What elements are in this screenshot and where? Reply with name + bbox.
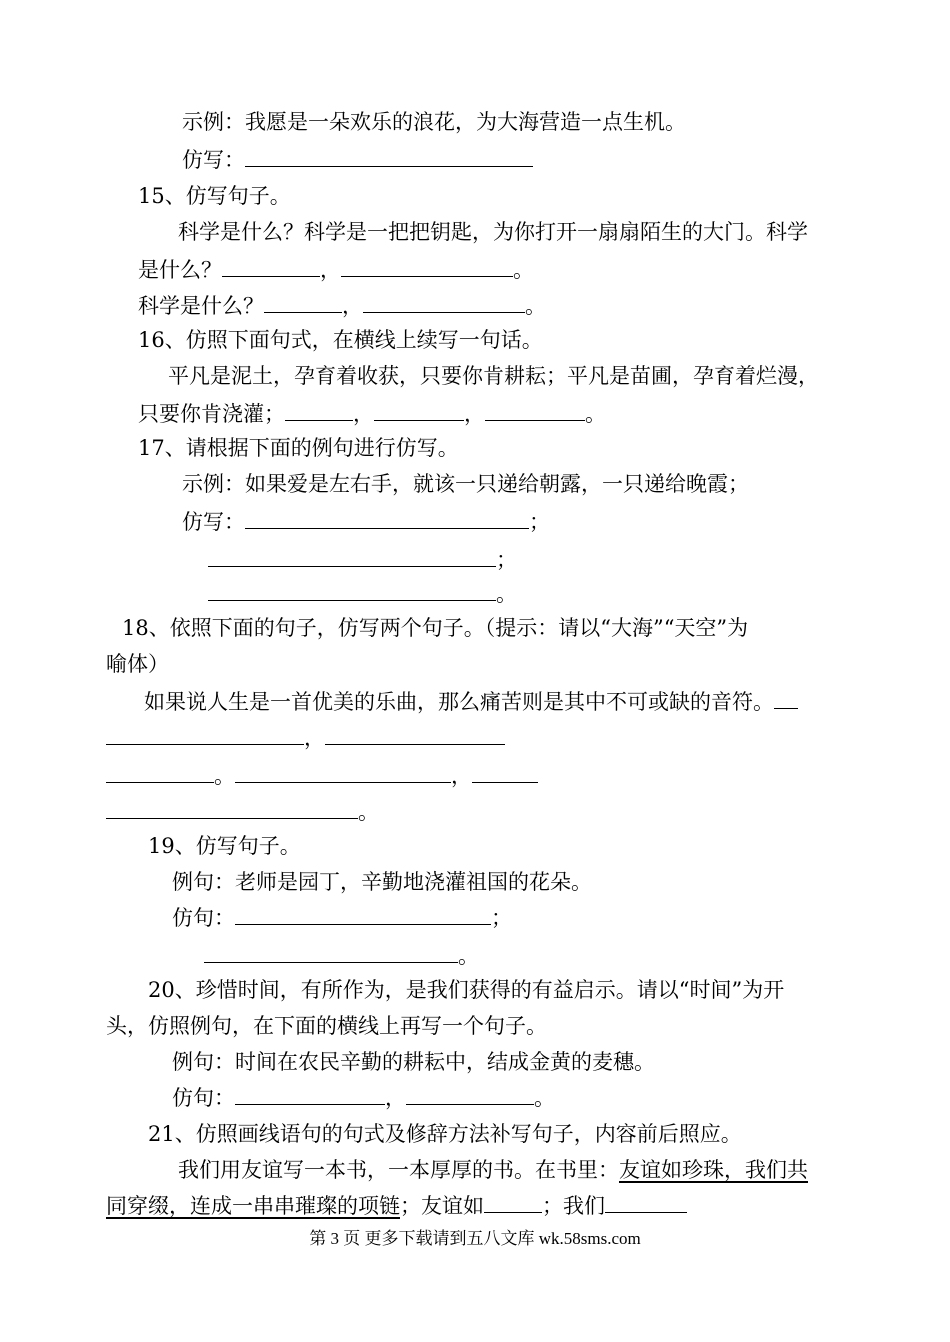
q18-answer-line-2 — [106, 762, 538, 790]
q18-comma-1: ， — [304, 726, 325, 750]
q21-line2-mid2: ；我们 — [542, 1194, 605, 1218]
q21-blank-2[interactable] — [605, 1192, 687, 1213]
q17-imitate-line-3 — [208, 580, 517, 608]
q16-comma-2: ， — [464, 402, 485, 426]
q18-answer-line-3 — [106, 798, 379, 826]
q17-blank-1[interactable] — [245, 508, 529, 529]
q15-line2-prefix: 是什么？ — [138, 258, 222, 282]
q17-semicolon-1: ； — [529, 510, 550, 534]
q14-imitate-line — [182, 146, 533, 174]
q15-line3 — [138, 292, 546, 320]
q20-period: 。 — [534, 1086, 555, 1110]
q19-imitate-label: 仿句： — [172, 906, 235, 930]
q21-title: 21、仿照画线语句的句式及修辞方法补写句子，内容前后照应。 — [148, 1122, 742, 1146]
q20-comma: ， — [385, 1086, 406, 1110]
q20-imitate-label: 仿句： — [172, 1086, 235, 1110]
q18-answer-line-1 — [106, 724, 505, 752]
q20-imitate-line — [172, 1084, 555, 1112]
q14-example: 示例：我愿是一朵欢乐的浪花，为大海营造一点生机。 — [182, 110, 686, 134]
q15-blank-2[interactable] — [341, 256, 513, 277]
q16-title: 16、仿照下面句式，在横线上续写一句话。 — [138, 328, 543, 352]
q15-period-1: 。 — [513, 258, 534, 282]
q19-title: 19、仿写句子。 — [148, 834, 301, 858]
q21-line1-plain: 我们用友谊写一本书，一本厚厚的书。在书里： — [178, 1158, 619, 1182]
q15-line3-prefix: 科学是什么？ — [138, 294, 264, 318]
q21-blank-1[interactable] — [484, 1192, 542, 1213]
q20-title-line1: 20、珍惜时间，有所作为，是我们获得的有益启示。请以“时间”为开 — [148, 978, 785, 1002]
q16-line2 — [138, 400, 606, 428]
q17-imitate-line-2 — [208, 546, 517, 574]
q18-blank-start[interactable] — [774, 688, 798, 709]
q18-title-line1: 18、依照下面的句子，仿写两个句子。（提示：请以“大海”“天空”为 — [122, 616, 749, 640]
q20-blank-2[interactable] — [406, 1084, 534, 1105]
q21-line2-mid: ；友谊如 — [400, 1194, 484, 1218]
q21-line2-underlined: 同穿缀，连成一串串璀璨的项链 — [106, 1194, 400, 1218]
q21-line1 — [178, 1156, 808, 1184]
q19-blank-2[interactable] — [204, 942, 458, 963]
q18-blank-1[interactable] — [106, 724, 304, 745]
q16-period: 。 — [585, 402, 606, 426]
q19-blank-1[interactable] — [235, 904, 491, 925]
q18-period-1: 。 — [214, 764, 235, 788]
q16-blank-3[interactable] — [485, 400, 585, 421]
q17-blank-3[interactable] — [208, 580, 496, 601]
q19-imitate-line-1 — [172, 904, 512, 932]
q17-title: 17、请根据下面的例句进行仿写。 — [138, 436, 459, 460]
q15-comma-1: ， — [320, 258, 341, 282]
q17-blank-2[interactable] — [208, 546, 496, 567]
q15-title: 15、仿写句子。 — [138, 184, 291, 208]
q16-blank-2[interactable] — [374, 400, 464, 421]
q20-title-line2: 头，仿照例句，在下面的横线上再写一个句子。 — [106, 1014, 547, 1038]
q20-example: 例句：时间在农民辛勤的耕耘中，结成金黄的麦穗。 — [172, 1050, 655, 1074]
q19-period: 。 — [458, 944, 479, 968]
q15-blank-1[interactable] — [222, 256, 320, 277]
q17-imitate-label: 仿写： — [182, 510, 245, 534]
q14-answer-blank[interactable] — [245, 146, 533, 167]
q17-example: 示例：如果爱是左右手，就该一只递给朝露，一只递给晚霞； — [182, 472, 749, 496]
q18-sentence: 如果说人生是一首优美的乐曲，那么痛苦则是其中不可或缺的音符。 — [144, 690, 774, 714]
q18-sentence-line — [144, 688, 798, 716]
q15-line1: 科学是什么？科学是一把把钥匙，为你打开一扇扇陌生的大门。科学 — [178, 220, 808, 244]
q16-blank-1[interactable] — [285, 400, 353, 421]
q18-period-2: 。 — [358, 800, 379, 824]
q15-line2 — [138, 256, 534, 284]
q18-blank-4[interactable] — [235, 762, 451, 783]
q18-blank-6[interactable] — [106, 798, 358, 819]
q14-imitate-label: 仿写： — [182, 148, 245, 172]
q18-blank-2[interactable] — [325, 724, 505, 745]
q18-title-line2: 喻体） — [106, 652, 169, 676]
q18-blank-5[interactable] — [472, 762, 538, 783]
q18-comma-2: ， — [451, 764, 472, 788]
q21-line2 — [106, 1192, 687, 1220]
q19-example: 例句：老师是园丁，辛勤地浇灌祖国的花朵。 — [172, 870, 592, 894]
q20-blank-1[interactable] — [235, 1084, 385, 1105]
q19-imitate-line-2 — [204, 942, 479, 970]
q16-line2-prefix: 只要你肯浇灌； — [138, 402, 285, 426]
q21-line1-underlined: 友谊如珍珠，我们共 — [619, 1158, 808, 1182]
page-footer: 第 3 页 更多下载请到五八文库 wk.58sms.com — [309, 1229, 641, 1248]
q18-blank-3[interactable] — [106, 762, 214, 783]
q16-comma-1: ， — [353, 402, 374, 426]
q17-period: 。 — [496, 582, 517, 606]
q16-line1: 平凡是泥土，孕育着收获，只要你肯耕耘；平凡是苗圃，孕育着烂漫， — [168, 364, 819, 388]
q15-period-2: 。 — [525, 294, 546, 318]
q17-semicolon-2: ； — [496, 548, 517, 572]
q17-imitate-line-1 — [182, 508, 550, 536]
q15-comma-2: ， — [342, 294, 363, 318]
q15-blank-3[interactable] — [264, 292, 342, 313]
q19-semicolon: ； — [491, 906, 512, 930]
q15-blank-4[interactable] — [363, 292, 525, 313]
